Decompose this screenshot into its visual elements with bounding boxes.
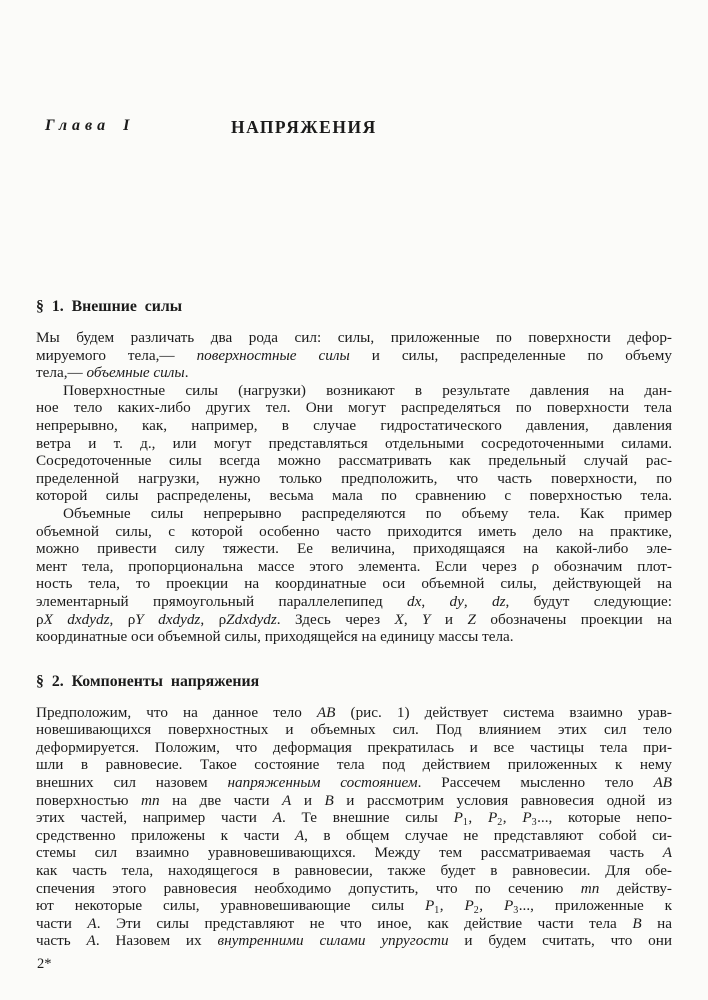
text-segment: P — [503, 897, 514, 915]
text-line — [36, 382, 672, 400]
text-segment: B — [632, 914, 642, 932]
text-segment: , в общем случае не представляют собой си- — [304, 826, 672, 844]
text-line — [36, 593, 672, 611]
text-segment: P — [424, 897, 435, 915]
text-line — [36, 505, 672, 523]
text-segment: ρ — [36, 610, 44, 628]
text-segment: AB — [653, 774, 672, 792]
text-segment: (рис. 1) действует система взаимно урав- — [335, 703, 672, 721]
text-line — [36, 932, 672, 950]
text-segment: , — [439, 897, 465, 915]
chapter-title: НАПРЯЖЕНИЯ — [231, 117, 377, 137]
section-heading: § 2. Компоненты напряжения — [36, 672, 260, 690]
text-segment: Zdxdydz — [226, 610, 277, 628]
text-segment: мируемого тела,— — [36, 346, 197, 364]
text-segment: , ρ — [200, 610, 227, 628]
text-segment: , — [421, 592, 450, 610]
text-segment: действу- — [599, 879, 672, 897]
text-segment: . Назовем их — [95, 932, 218, 950]
text-segment: Мы будем различать два рода сил: силы, приложенные по поверхности дефор- — [36, 329, 672, 346]
text-segment: объемные силы — [86, 364, 185, 382]
paragraph — [36, 505, 672, 646]
text-line — [36, 704, 672, 722]
text-segment: внешних сил назовем — [36, 774, 228, 792]
text-segment: часть — [36, 932, 87, 950]
chapter-header — [0, 117, 708, 139]
section — [36, 296, 672, 646]
text-segment: шли в равновесие. Такое состояние тела под действием приложенных к нему — [36, 756, 672, 774]
text-segment: P — [522, 809, 532, 827]
text-segment: ..., которые непо- — [537, 809, 672, 827]
text-line — [36, 721, 672, 739]
text-segment: A — [662, 844, 672, 862]
text-segment: . Рассечем мысленно тело — [417, 774, 654, 792]
text-line — [36, 897, 672, 915]
text-segment: на — [641, 914, 672, 932]
text-line — [36, 915, 672, 933]
text-segment: напряженным состоянием — [227, 774, 418, 792]
text-segment: dy — [449, 592, 464, 610]
text-segment: dx — [407, 592, 422, 610]
text-line — [36, 523, 672, 541]
text-segment: части — [36, 914, 88, 932]
text-segment: Предположим, что на данное тело — [36, 703, 317, 721]
text-line — [36, 540, 672, 558]
paragraph — [36, 382, 672, 505]
text-segment: которой силы распределены, весьма мала по сравнению с поверхностью тела. — [36, 487, 672, 505]
text-segment: mn — [580, 879, 600, 897]
text-line — [36, 862, 672, 880]
text-segment: ное тело каких-либо других тел. Они могут распределяться по поверхности тела — [36, 399, 672, 417]
text-segment: деформируется. Положим, что деформация прекратилась и все частицы тела при- — [36, 738, 672, 756]
text-segment: и — [430, 610, 468, 628]
text-line — [36, 417, 672, 435]
text-segment: 3 — [531, 817, 538, 827]
text-segment: и — [291, 791, 325, 809]
chapter-label: Глава I — [45, 117, 135, 134]
text-segment: объемной силы, с которой особенно часто приходится иметь дело на практике, — [36, 522, 672, 540]
paragraph — [36, 329, 672, 382]
text-segment: 2 — [497, 817, 503, 827]
text-segment: X — [394, 610, 404, 628]
paragraph — [36, 704, 672, 950]
text-segment: новешивающихся поверхностных и объемных сил. Под влиянием этих сил тело — [36, 721, 672, 739]
text-segment: на две части — [159, 791, 283, 809]
text-line — [36, 809, 672, 827]
text-segment: Y dxdydz — [135, 610, 201, 628]
text-line — [36, 487, 672, 505]
page-body — [0, 296, 708, 950]
text-line — [36, 452, 672, 470]
signature-mark: 2* — [37, 956, 52, 972]
text-line — [36, 739, 672, 757]
text-segment: A — [282, 791, 292, 809]
text-segment: ..., приложенные к — [518, 897, 672, 915]
text-segment: мент тела, пропорциональна массе этого элемента. Если через ρ обозначим плот- — [36, 557, 672, 575]
text-segment: , будут следующие: — [505, 592, 672, 610]
text-segment: , ρ — [109, 610, 136, 628]
text-segment: AB — [316, 703, 336, 721]
text-segment: ют некоторые силы, уравновешивающие силы — [36, 897, 425, 915]
text-segment: . Здесь через — [276, 610, 395, 628]
text-segment: , — [479, 897, 504, 915]
text-segment: Поверхностные силы (нагрузки) возникают в результате давления на дан- — [63, 381, 672, 399]
text-line — [36, 399, 672, 417]
text-segment: спечения этого равновесия необходимо допустить, что по сечению — [36, 879, 581, 897]
text-segment: mn — [141, 791, 160, 809]
text-segment: Сосредоточенные силы всегда можно рассматривать как предельный случай рас- — [36, 452, 672, 470]
text-segment: этих частей, например части — [36, 809, 273, 827]
text-segment: . Эти силы представляют не что иное, как действие части тела — [96, 914, 633, 932]
text-segment: 3 — [513, 905, 519, 915]
text-line — [36, 774, 672, 792]
text-segment: Объемные силы непрерывно распределяются по объему тела. Как пример — [63, 504, 672, 522]
text-segment: как часть тела, находящегося в равновесии, также будет в равновесии. Для обе- — [36, 862, 672, 880]
text-segment: X dxdydz — [43, 610, 110, 628]
text-line — [36, 827, 672, 845]
text-segment: dz — [491, 592, 506, 610]
text-line — [36, 329, 672, 347]
text-segment: внутренними силами упругости — [217, 932, 449, 950]
text-segment: A — [272, 809, 282, 827]
text-segment: непрерывно, как, например, в случае гидростатического давления, давления — [36, 416, 672, 434]
text-segment: пределенной нагрузки, нужно только предположить, что часть поверхности, по — [36, 469, 672, 487]
text-segment: тела,— — [36, 364, 87, 382]
text-segment: ность тела, то проекции на координатные оси объемной силы, действующей на — [36, 575, 672, 593]
text-segment: A — [87, 914, 97, 932]
text-line — [36, 435, 672, 453]
text-segment: . Те внешние силы — [281, 809, 454, 827]
text-segment: ветра и т. д., или могут представляться отдельными сосредоточенными силами. — [36, 434, 672, 452]
text-segment: и рассмотрим условия равновесия одной из — [333, 791, 672, 809]
text-line — [36, 347, 672, 365]
text-segment: B — [324, 791, 334, 809]
text-line — [36, 844, 672, 862]
text-segment: . — [184, 364, 189, 382]
text-segment: 1 — [462, 817, 469, 827]
section — [36, 671, 672, 950]
text-line — [36, 470, 672, 488]
text-segment: поверхностные силы — [196, 346, 350, 364]
text-line — [36, 880, 672, 898]
text-segment: Z — [467, 610, 476, 628]
text-segment: можно привести силу тяжести. Ее величина, приходящаяся на какой-либо эле- — [36, 540, 672, 558]
text-segment: и силы, распределенные по объему — [349, 346, 672, 364]
text-segment: , — [468, 809, 488, 827]
text-line — [36, 792, 672, 810]
text-segment: стемы сил взаимно уравновешивающихся. Между тем рассматриваемая часть — [36, 844, 663, 862]
text-segment: A — [86, 932, 96, 950]
text-segment: обозначены проекции на — [475, 610, 672, 628]
text-line — [36, 558, 672, 576]
text-segment: средственно приложены к части — [36, 826, 295, 844]
section-heading: § 1. Внешние силы — [36, 298, 183, 315]
text-segment: , — [403, 610, 423, 628]
text-segment: P — [464, 897, 474, 915]
text-line — [36, 364, 672, 382]
text-line — [36, 611, 672, 629]
text-segment: , — [463, 592, 492, 610]
text-segment: P — [487, 809, 498, 827]
text-segment: элементарный прямоугольный параллелепипед — [36, 592, 407, 610]
text-segment: поверхностью — [36, 791, 142, 809]
text-line — [36, 575, 672, 593]
text-segment: A — [294, 826, 305, 844]
text-segment: P — [453, 809, 463, 827]
text-segment: 2 — [473, 905, 480, 915]
text-segment: координатные оси объемной силы, приходящейся на единицу массы тела. — [36, 628, 514, 646]
text-segment: 1 — [434, 905, 440, 915]
text-segment: и будем считать, что они — [448, 932, 672, 950]
text-segment: Y — [422, 610, 431, 628]
text-segment: , — [502, 809, 523, 827]
text-line — [36, 628, 672, 646]
text-line — [36, 756, 672, 774]
